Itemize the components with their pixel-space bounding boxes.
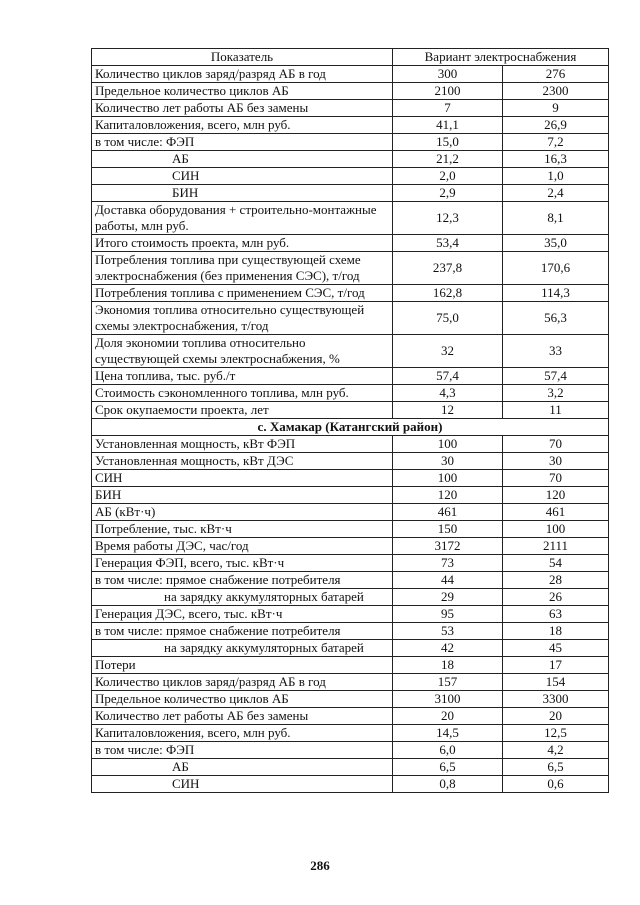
- value-variant-1: 53: [393, 623, 503, 640]
- value-variant-2: 461: [503, 504, 609, 521]
- table-row: [92, 674, 609, 691]
- table-row: [92, 402, 609, 419]
- value-variant-2: 28: [503, 572, 609, 589]
- row-label: Генерация ДЭС, всего, тыс. кВт·ч: [92, 606, 393, 623]
- value-variant-1: 120: [393, 487, 503, 504]
- row-label: на зарядку аккумуляторных батарей: [92, 589, 393, 606]
- value-variant-2: 33: [503, 335, 609, 368]
- value-variant-1: 461: [393, 504, 503, 521]
- value-variant-1: 0,8: [393, 776, 503, 793]
- value-variant-1: 73: [393, 555, 503, 572]
- value-variant-2: 4,2: [503, 742, 609, 759]
- value-variant-2: 1,0: [503, 168, 609, 185]
- row-label: Потребление, тыс. кВт·ч: [92, 521, 393, 538]
- row-label: Стоимость сэкономленного топлива, млн руб.: [92, 385, 393, 402]
- table-row: [92, 436, 609, 453]
- value-variant-1: 57,4: [393, 368, 503, 385]
- table-row: [92, 555, 609, 572]
- table-row: [92, 606, 609, 623]
- row-label: АБ (кВт·ч): [92, 504, 393, 521]
- value-variant-2: 12,5: [503, 725, 609, 742]
- table-row: [92, 302, 609, 335]
- row-label: СИН: [92, 470, 393, 487]
- value-variant-2: 18: [503, 623, 609, 640]
- row-label: в том числе: ФЭП: [92, 134, 393, 151]
- row-label: СИН: [92, 776, 393, 793]
- value-variant-1: 12,3: [393, 202, 503, 235]
- value-variant-1: 12: [393, 402, 503, 419]
- table-row: [92, 742, 609, 759]
- value-variant-1: 15,0: [393, 134, 503, 151]
- row-label: Количество циклов заряд/разряд АБ в год: [92, 66, 393, 83]
- document-page: [91, 48, 608, 793]
- value-variant-2: 70: [503, 436, 609, 453]
- value-variant-2: 26,9: [503, 117, 609, 134]
- value-variant-1: 6,5: [393, 759, 503, 776]
- table-row: [92, 117, 609, 134]
- table-row: [92, 521, 609, 538]
- value-variant-2: 26: [503, 589, 609, 606]
- value-variant-1: 75,0: [393, 302, 503, 335]
- value-variant-1: 237,8: [393, 252, 503, 285]
- row-label: Установленная мощность, кВт ДЭС: [92, 453, 393, 470]
- value-variant-1: 14,5: [393, 725, 503, 742]
- value-variant-2: 20: [503, 708, 609, 725]
- value-variant-1: 3100: [393, 691, 503, 708]
- row-label: Срок окупаемости проекта, лет: [92, 402, 393, 419]
- value-variant-1: 157: [393, 674, 503, 691]
- table-row: [92, 335, 609, 368]
- row-label: на зарядку аккумуляторных батарей: [92, 640, 393, 657]
- table-row: [92, 368, 609, 385]
- table-row: [92, 708, 609, 725]
- data-table: [91, 48, 609, 793]
- table-row: [92, 134, 609, 151]
- value-variant-1: 7: [393, 100, 503, 117]
- value-variant-2: 276: [503, 66, 609, 83]
- table-row: [92, 623, 609, 640]
- row-label: Количество лет работы АБ без замены: [92, 708, 393, 725]
- table-row: [92, 385, 609, 402]
- table-row: [92, 640, 609, 657]
- value-variant-2: 9: [503, 100, 609, 117]
- row-label: Время работы ДЭС, час/год: [92, 538, 393, 555]
- row-label: АБ: [92, 151, 393, 168]
- value-variant-2: 57,4: [503, 368, 609, 385]
- row-label: СИН: [92, 168, 393, 185]
- table-row: [92, 725, 609, 742]
- header-indicator: Показатель: [92, 49, 393, 66]
- header-variant: Вариант электроснабжения: [393, 49, 609, 66]
- table-row: [92, 151, 609, 168]
- row-label: Предельное количество циклов АБ: [92, 83, 393, 100]
- table-row: [92, 100, 609, 117]
- table-row: [92, 453, 609, 470]
- value-variant-1: 44: [393, 572, 503, 589]
- value-variant-2: 2,4: [503, 185, 609, 202]
- row-label: БИН: [92, 185, 393, 202]
- value-variant-2: 120: [503, 487, 609, 504]
- table-row: [92, 235, 609, 252]
- value-variant-1: 2100: [393, 83, 503, 100]
- value-variant-1: 3172: [393, 538, 503, 555]
- row-label: Экономия топлива относительно существующей схемы электроснабжения, т/год: [92, 302, 393, 335]
- row-label: Потребления топлива при существующей схеме электроснабжения (без применения СЭС), т/год: [92, 252, 393, 285]
- value-variant-2: 2111: [503, 538, 609, 555]
- value-variant-2: 8,1: [503, 202, 609, 235]
- value-variant-2: 35,0: [503, 235, 609, 252]
- value-variant-1: 29: [393, 589, 503, 606]
- value-variant-2: 6,5: [503, 759, 609, 776]
- value-variant-2: 16,3: [503, 151, 609, 168]
- value-variant-1: 20: [393, 708, 503, 725]
- value-variant-2: 70: [503, 470, 609, 487]
- value-variant-1: 150: [393, 521, 503, 538]
- row-label: Потери: [92, 657, 393, 674]
- table-row: [92, 759, 609, 776]
- value-variant-2: 7,2: [503, 134, 609, 151]
- value-variant-2: 54: [503, 555, 609, 572]
- value-variant-2: 11: [503, 402, 609, 419]
- table-row: [92, 691, 609, 708]
- value-variant-1: 2,9: [393, 185, 503, 202]
- value-variant-2: 154: [503, 674, 609, 691]
- value-variant-2: 100: [503, 521, 609, 538]
- row-label: Предельное количество циклов АБ: [92, 691, 393, 708]
- row-label: Капиталовложения, всего, млн руб.: [92, 725, 393, 742]
- value-variant-1: 4,3: [393, 385, 503, 402]
- table-row: [92, 285, 609, 302]
- row-label: Капиталовложения, всего, млн руб.: [92, 117, 393, 134]
- value-variant-1: 42: [393, 640, 503, 657]
- row-label: Количество циклов заряд/разряд АБ в год: [92, 674, 393, 691]
- value-variant-2: 3,2: [503, 385, 609, 402]
- row-label: в том числе: прямое снабжение потребителя: [92, 572, 393, 589]
- value-variant-1: 100: [393, 470, 503, 487]
- value-variant-1: 300: [393, 66, 503, 83]
- value-variant-1: 53,4: [393, 235, 503, 252]
- value-variant-1: 21,2: [393, 151, 503, 168]
- value-variant-1: 100: [393, 436, 503, 453]
- table-row: [92, 572, 609, 589]
- row-label: Потребления топлива с применением СЭС, т/год: [92, 285, 393, 302]
- table-row: [92, 657, 609, 674]
- row-label: в том числе: ФЭП: [92, 742, 393, 759]
- table-row: [92, 487, 609, 504]
- value-variant-1: 162,8: [393, 285, 503, 302]
- value-variant-2: 17: [503, 657, 609, 674]
- row-label: Количество лет работы АБ без замены: [92, 100, 393, 117]
- section-row: [92, 419, 609, 436]
- table-row: [92, 470, 609, 487]
- value-variant-1: 41,1: [393, 117, 503, 134]
- row-label: в том числе: прямое снабжение потребителя: [92, 623, 393, 640]
- table-row: [92, 776, 609, 793]
- value-variant-1: 18: [393, 657, 503, 674]
- row-label: Доставка оборудования + строительно-монтажные работы, млн руб.: [92, 202, 393, 235]
- table-row: [92, 589, 609, 606]
- value-variant-1: 6,0: [393, 742, 503, 759]
- value-variant-1: 2,0: [393, 168, 503, 185]
- table-row: [92, 66, 609, 83]
- value-variant-2: 56,3: [503, 302, 609, 335]
- table-row: [92, 185, 609, 202]
- value-variant-2: 3300: [503, 691, 609, 708]
- value-variant-1: 95: [393, 606, 503, 623]
- value-variant-1: 32: [393, 335, 503, 368]
- row-label: Цена топлива, тыс. руб./т: [92, 368, 393, 385]
- value-variant-2: 63: [503, 606, 609, 623]
- table-row: [92, 252, 609, 285]
- row-label: Итого стоимость проекта, млн руб.: [92, 235, 393, 252]
- section-title: с. Хамакар (Катангский район): [92, 419, 609, 436]
- row-label: Установленная мощность, кВт ФЭП: [92, 436, 393, 453]
- row-label: Генерация ФЭП, всего, тыс. кВт·ч: [92, 555, 393, 572]
- value-variant-2: 114,3: [503, 285, 609, 302]
- table-header-row: [92, 49, 609, 66]
- row-label: БИН: [92, 487, 393, 504]
- table-row: [92, 168, 609, 185]
- value-variant-2: 2300: [503, 83, 609, 100]
- row-label: АБ: [92, 759, 393, 776]
- value-variant-2: 30: [503, 453, 609, 470]
- table-row: [92, 83, 609, 100]
- value-variant-1: 30: [393, 453, 503, 470]
- row-label: Доля экономии топлива относительно существующей схемы электроснабжения, %: [92, 335, 393, 368]
- value-variant-2: 170,6: [503, 252, 609, 285]
- table-row: [92, 538, 609, 555]
- value-variant-2: 45: [503, 640, 609, 657]
- page-number: 286: [310, 858, 330, 873]
- table-row: [92, 504, 609, 521]
- value-variant-2: 0,6: [503, 776, 609, 793]
- table-row: [92, 202, 609, 235]
